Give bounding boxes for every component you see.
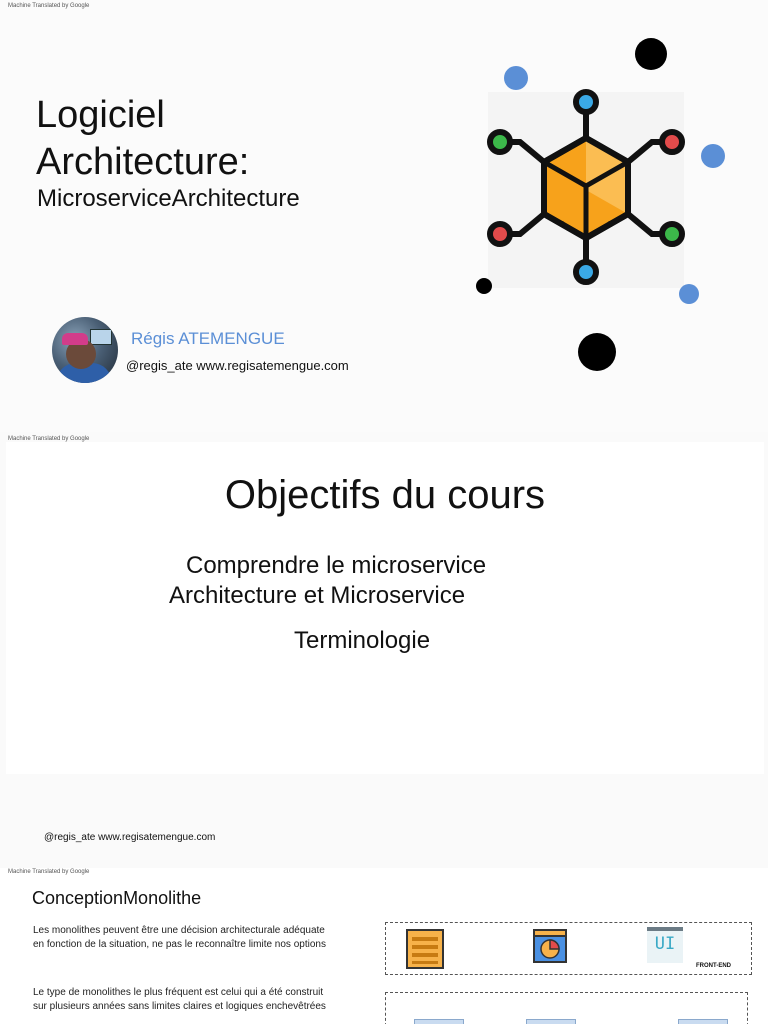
author-name: Régis ATEMENGUE: [131, 329, 285, 348]
paragraph-1: Les monolithes peuvent être une décision architecturale adéquate en fonction de la situation, ne pas le reconnaître limite nos options: [33, 925, 326, 950]
author-handle: @regis_ate www.regisatemengue.com: [126, 358, 349, 373]
objective-line-3: Terminologie: [294, 627, 431, 654]
objective-line-1: Comprendre le microservice: [186, 552, 487, 579]
service-block: [526, 1019, 576, 1024]
microservice-hexagon-icon: [460, 30, 740, 380]
decor-dot: [701, 144, 725, 168]
slide-title: Objectifs du cours: [224, 473, 546, 517]
service-block: [414, 1019, 464, 1024]
slide-content: [6, 442, 764, 774]
decor-dot: [635, 38, 667, 70]
chart-window-icon: [533, 929, 567, 963]
decor-dot: [476, 278, 492, 294]
ui-window-icon: [647, 927, 683, 963]
ui-icon-text: UI: [654, 934, 676, 954]
subtitle: MicroserviceArchitecture: [37, 185, 300, 212]
decor-dot: [504, 66, 528, 90]
service-block: [678, 1019, 728, 1024]
slide-title: ConceptionMonolithe: [32, 888, 202, 908]
list-window-icon: [406, 929, 444, 969]
machine-translated-label: Machine Translated by Google: [8, 436, 90, 442]
paragraph-2: Le type de monolithes le plus fréquent est celui qui a été construit sur plusieurs années sans limites claires et logiques enchevêtrées: [33, 987, 326, 1012]
avatar: [52, 317, 118, 383]
slide-objectives: [0, 432, 768, 868]
machine-translated-label: Machine Translated by Google: [8, 3, 90, 9]
title-line-1: Logiciel: [36, 94, 165, 136]
backend-box: [385, 992, 748, 1024]
objective-line-2: Architecture et Microservice: [169, 582, 466, 609]
footer-handle: @regis_ate www.regisatemengue.com: [44, 832, 216, 843]
decor-dot: [578, 333, 616, 371]
frontend-box: [385, 922, 752, 975]
title-line-2: Architecture:: [36, 141, 250, 183]
decor-dot: [679, 284, 699, 304]
slide-monolith: [0, 868, 768, 1024]
machine-translated-label: Machine Translated by Google: [8, 869, 90, 875]
slide-title: [0, 0, 768, 432]
frontend-label: FRONT-END: [696, 963, 731, 969]
